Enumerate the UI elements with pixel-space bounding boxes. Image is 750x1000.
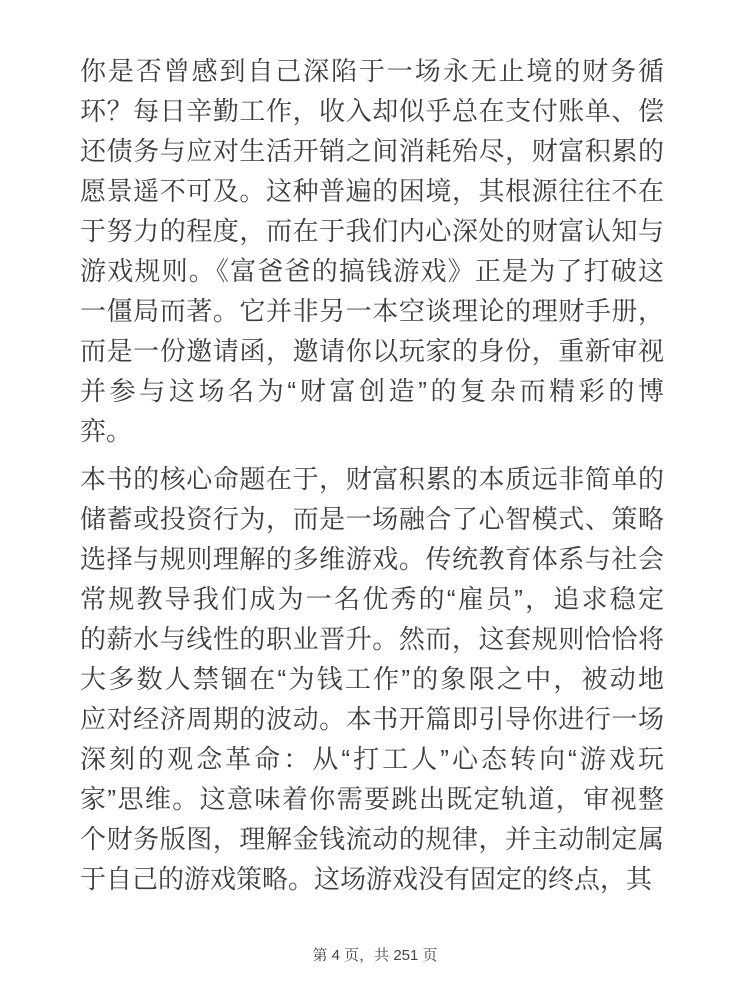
page-number-footer: 第 4 页，共 251 页 xyxy=(312,947,438,964)
text-line: 你是否曾感到自己深陷于一场永无止境的财务循 xyxy=(80,56,664,86)
text-line: 储蓄或投资行为，而是一场融合了心智模式、策略 xyxy=(80,504,664,534)
text-line: 选择与规则理解的多维游戏。传统教育体系与社会 xyxy=(80,544,664,574)
text-line: 而是一份邀请函，邀请你以玩家的身份，重新审视 xyxy=(80,336,664,366)
text-line: 应对经济周期的波动。本书开篇即引导你进行一场 xyxy=(80,704,664,734)
paragraph-2 xyxy=(80,459,664,899)
text-line: 常规教导我们成为一名优秀的“雇员”，追求稳定 xyxy=(80,584,664,614)
text-line: 环？每日辛勤工作，收入却似乎总在支付账单、偿 xyxy=(80,96,664,126)
text-line: 游戏规则。《富爸爸的搞钱游戏》正是为了打破这 xyxy=(80,256,664,286)
text-line: 一僵局而著。它并非另一本空谈理论的理财手册， xyxy=(80,296,664,326)
text-line: 于自己的游戏策略。这场游戏没有固定的终点，其 xyxy=(80,864,653,894)
text-line: 愿景遥不可及。这种普遍的困境，其根源往往不在 xyxy=(80,176,664,206)
text-line: 深刻的观念革命：从“打工人”心态转向“游戏玩 xyxy=(80,744,664,774)
text-line: 弈。 xyxy=(80,416,133,446)
text-line: 个财务版图，理解金钱流动的规律，并主动制定属 xyxy=(80,824,664,854)
page-text-content xyxy=(80,51,664,899)
text-line: 还债务与应对生活开销之间消耗殆尽，财富积累的 xyxy=(80,136,664,166)
text-line: 并参与这场名为“财富创造”的复杂而精彩的博 xyxy=(80,376,664,406)
text-line: 于努力的程度，而在于我们内心深处的财富认知与 xyxy=(80,216,664,246)
text-line: 本书的核心命题在于，财富积累的本质远非简单的 xyxy=(80,464,664,494)
paragraph-1 xyxy=(80,51,664,451)
text-line: 的薪水与线性的职业晋升。然而，这套规则恰恰将 xyxy=(80,624,664,654)
text-line: 家”思维。这意味着你需要跳出既定轨道，审视整 xyxy=(80,784,664,814)
text-line: 大多数人禁锢在“为钱工作”的象限之中，被动地 xyxy=(80,664,664,694)
